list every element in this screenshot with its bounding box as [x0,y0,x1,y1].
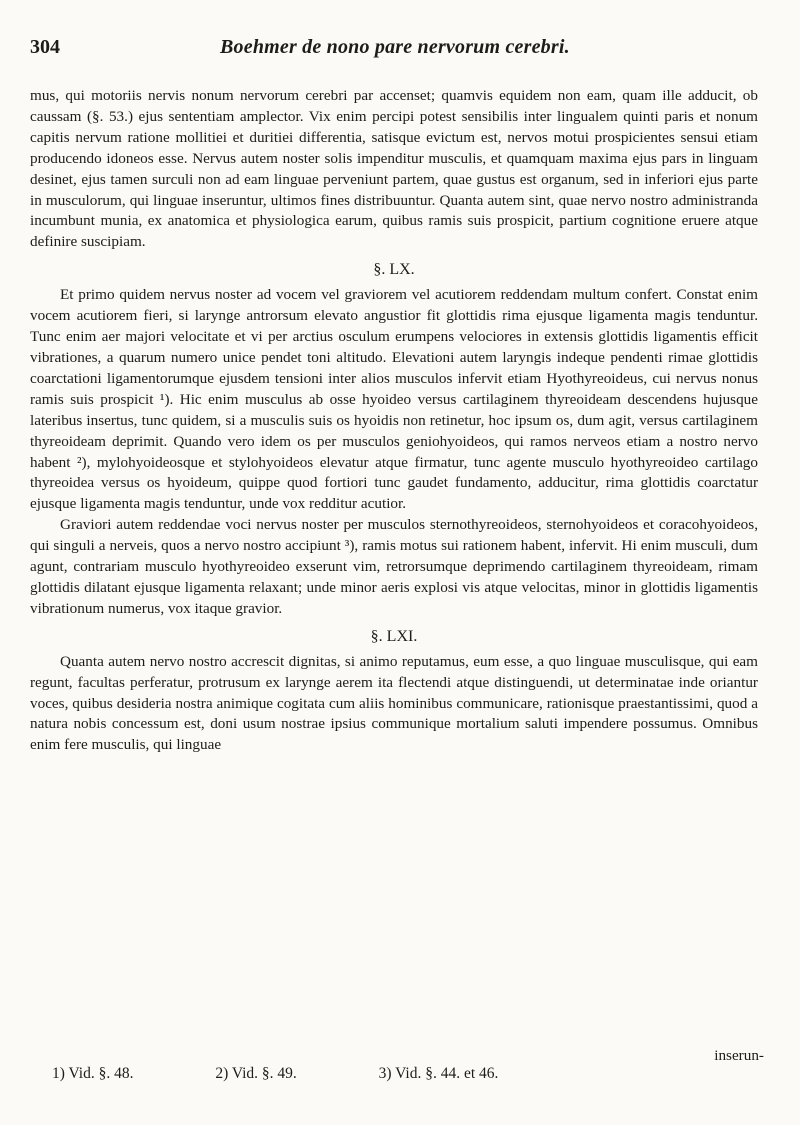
section-heading-lxi: §. LXI. [370,627,418,645]
paragraph-lx-1: Et primo quidem nervus noster ad vocem vel graviorem vel acutiorem reddendam multum confert. Constat enim vocem acutiorem fieri, si larynge antrorsum elevato angustior fit glottidis rima ejusque ligamenta magis tenduntur. Tunc enim aer majori velocitate et vi per arctius osculum erumpens velociores in extensis glottidis ligamentis efficit vibrationes, a quarum numero unice pendet toni altitudo. Elevationi autem laryngis indeque pendenti rimae glottidis coarctationi ligamentorumque ejusdem tensioni inter alios musculos infervit etiam Hyothyreoideus, cui nervus nonus ramis suis prospicit ¹). Hic enim musculus ab osse hyoideo versus cartilaginem thyreoideam descendens hujusque lateribus insertus, tunc quidem, si a musculis suis os hyoidis non retinetur, hoc ipsum os, dum agit, versus cartilaginem thyreoideam deprimit. Quando vero idem os per musculos geniohyoideos, qui ramos nerveos etiam a nostro nervo habent ²), mylohyoideosque et stylohyoideos elevatur atque firmatur, tunc agente musculo hyothyreoideo cartilago thyreoidea versus os hyoideum, quippe quod fortiori tunc gaudet fundamento, adducitur, rima glottidis coarctatur ejusque ligamenta magis tenduntur, unde vox redditur acutior. [30,286,758,513]
paragraph-continuation: mus, qui motoriis nervis nonum nervorum cerebri par accenset; quamvis equidem non eam, quam ille adducit, ob caussam (§. 53.) ejus sententiam amplector. Vix enim percipi potest sensibilis inter lingualem quinti paris et nonum capitis nervum ratione mollitiei et duritiei differentia, satisque evictum est, nervos motui prospicientes sensui etiam producendo idoneos esse. Nervus autem noster solis impenditur musculis, et quamquam maxima ejus pars in linguam desinet, ejus tamen surculi non ad eam linguae perveniunt partem, quae gustus est organum, sed in inferiori ejus parte in musculorum, qui linguae inseruntur, ultimos fines distribuuntur. Quanta autem sint, quae nervo nostro administranda incumbunt munia, ex anatomica et physiologica earum, quibus ramis suis prospicit, partium cognitione eruere atque definire suscipiam. [30,87,758,251]
footnote-1: 1) Vid. §. 48. [52,1065,134,1082]
running-title: Boehmer de nono pare nervorum cerebri. [220,36,570,58]
catchword: inserun- [714,1047,764,1064]
main-text [30,86,758,756]
section-heading-lx: §. LX. [373,261,415,279]
footnote-2: 2) Vid. §. 49. [215,1065,297,1082]
page-number: 304 [30,36,60,58]
paragraph-lxi-1: Quanta autem nervo nostro accrescit dignitas, si animo reputamus, eum esse, a quo linguae musculisque, qui eam regunt, facultas perferatur, protrusum ex larynge aerem ita flectendi atque distinguendi, ut determinatae inde oriantur voces, quibus desideria nostra animique cogitata cum aliis hominibus communicare, rationisque praestantissimi, quod a natura nobis concessum est, doni usum nostrae ipsius communique mortalium saluti impendere possumus. Omnibus enim fere musculis, qui linguae [30,652,758,754]
paragraph-lx-2: Graviori autem reddendae voci nervus noster per musculos sternothyreoideos, sternohyoideos et coracohyoideos, qui singuli a nerveis, quos a nervo nostro accipiunt ³), ramis motus sui rationem habent, infervit. Hi enim musculi, dum agunt, contrariam musculo hyothyreoideo exserunt vim, retrorsumque deprimendo cartilaginem thyreoideam, rimam glottidis dilatant ejusque ligamenta relaxant; unde minor aeris explosi vis atque velocitas, minor in glottidis ligamentis vibrationum numerus, vox itaque gravior. [30,516,758,617]
footnote-3: 3) Vid. §. 44. et 46. [378,1065,499,1082]
footnotes [52,1064,752,1084]
page-header [30,36,770,62]
